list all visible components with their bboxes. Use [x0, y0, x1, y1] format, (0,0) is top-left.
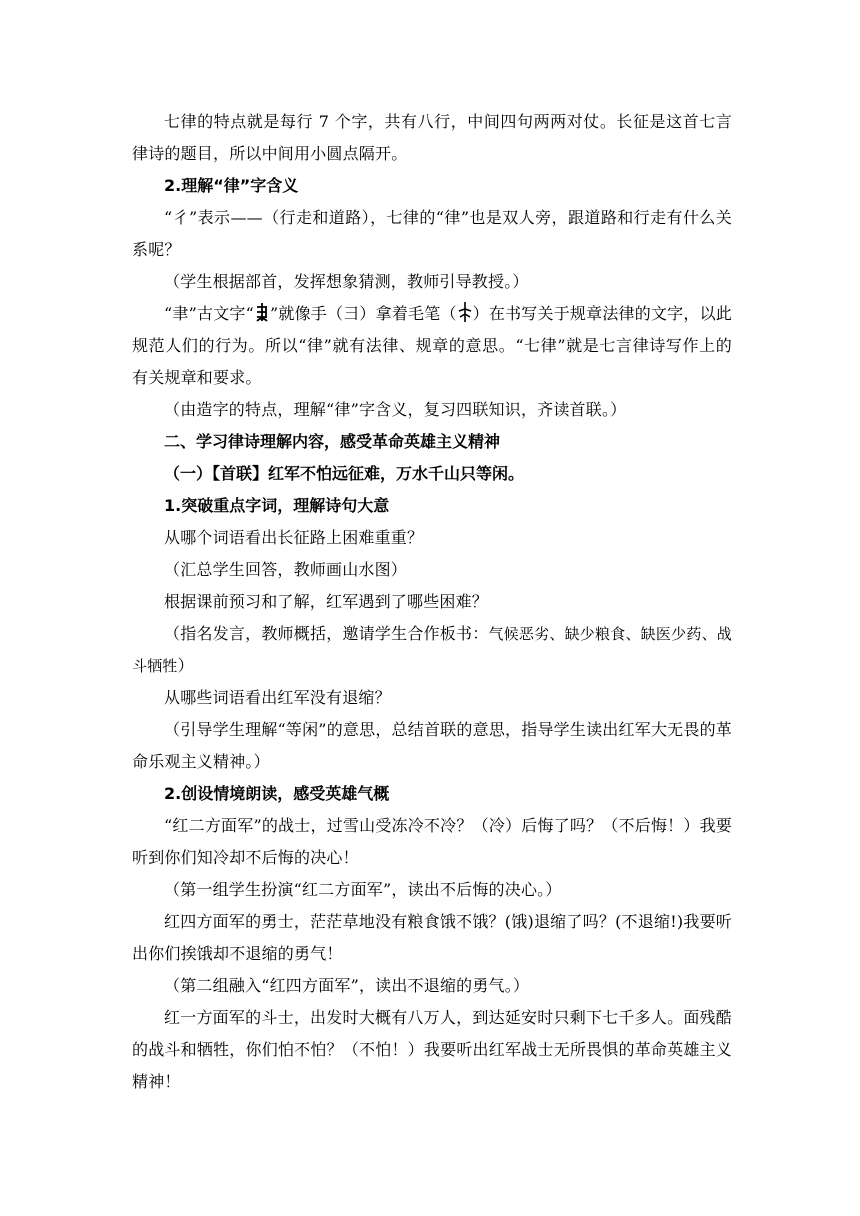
document-body	[132, 106, 732, 1098]
paragraph-review-couplets: （由造字的特点，理解“律”字含义，复习四联知识，齐读首联。）	[164, 400, 627, 419]
paragraph-student-guess: （学生根据部首，发挥想象猜测，教师引导教授。）	[164, 272, 529, 291]
paragraph-second-army: “红二方面军”的战士，过雪山受冻冷不冷？（冷）后悔了吗？（不后悔！）我要听到你们知冷却不后悔的决心！	[132, 816, 732, 867]
ancient-yu-glyph-icon	[254, 302, 270, 322]
paragraph-first-army: 红一方面军的斗士，出发时大概有八万人，到达延安时只剩下七千多人。面残酷的战斗和牺牲，你们怕不怕？（不怕！）我要听出红军战士无所畏惧的革命英雄主义精神！	[132, 1008, 732, 1091]
heading-understand-lv: 2.理解“律”字含义	[164, 176, 299, 195]
paragraph-board-writing	[132, 618, 732, 682]
text-ancient-a: “聿”古文字“	[164, 304, 254, 323]
paragraph-radical-meaning: “彳”表示——（行走和道路），七律的“律”也是双人旁，跟道路和行走有什么关系呢？	[132, 208, 732, 259]
text-board-a: （指名发言，教师概括，邀请学生合作板书：	[164, 624, 489, 643]
paragraph-question-no-retreat: 从哪些词语看出红军没有退缩？	[164, 688, 391, 707]
paragraph-group-two: （第二组融入“红四方面军”，读出不退缩的勇气。）	[164, 976, 530, 995]
paragraph-question-difficulty: 从哪个词语看出长征路上困难重重？	[164, 528, 424, 547]
heading-first-couplet: （一）【首联】红军不怕远征难，万水千山只等闲。	[164, 464, 525, 483]
heading-key-words: 1.突破重点字词，理解诗句大意	[164, 496, 390, 515]
text-ancient-c: ）在书写关于规章法律的文字，以此规范人们的行为。所以“律”就有法律、规章的意思。“七律”就是七言律诗写作上的有关规章和要求。	[132, 304, 732, 387]
paragraph-dengxian-guidance: （引导学生理解“等闲”的意思，总结首联的意思，指导学生读出红军大无畏的革命乐观主义精神。）	[132, 720, 732, 771]
text-board-b: ）	[177, 656, 194, 675]
brush-glyph-icon	[457, 302, 473, 322]
paragraph-ancient-character	[132, 298, 732, 394]
text-ancient-b: ”就像手（彐）拿着毛笔（	[269, 304, 457, 323]
paragraph-question-hardships: 根据课前预习和了解，红军遇到了哪些困难？	[164, 592, 489, 611]
paragraph-fourth-army: 红四方面军的勇士，茫茫草地没有粮食饿不饿？(饿)退缩了吗？(不退缩!)我要听出你们挨饿却不退缩的勇气！	[132, 912, 732, 963]
paragraph-teacher-drawing: （汇总学生回答，教师画山水图）	[164, 560, 408, 579]
heading-section-two: 二、学习律诗理解内容，感受革命英雄主义精神	[164, 432, 501, 451]
text-board-handwritten: 气候恶劣、缺少粮食、缺医少药、战斗牺牲	[132, 625, 732, 675]
paragraph-group-one: （第一组学生扮演“红二方面军”，读出不后悔的决心。）	[164, 880, 562, 899]
heading-scenario-reading: 2.创设情境朗读，感受英雄气概	[164, 784, 390, 803]
paragraph-qilv-features: 七律的特点就是每行 7 个字，共有八行，中间四句两两对仗。长征是这首七言律诗的题目，所以中间用小圆点隔开。	[132, 112, 732, 163]
